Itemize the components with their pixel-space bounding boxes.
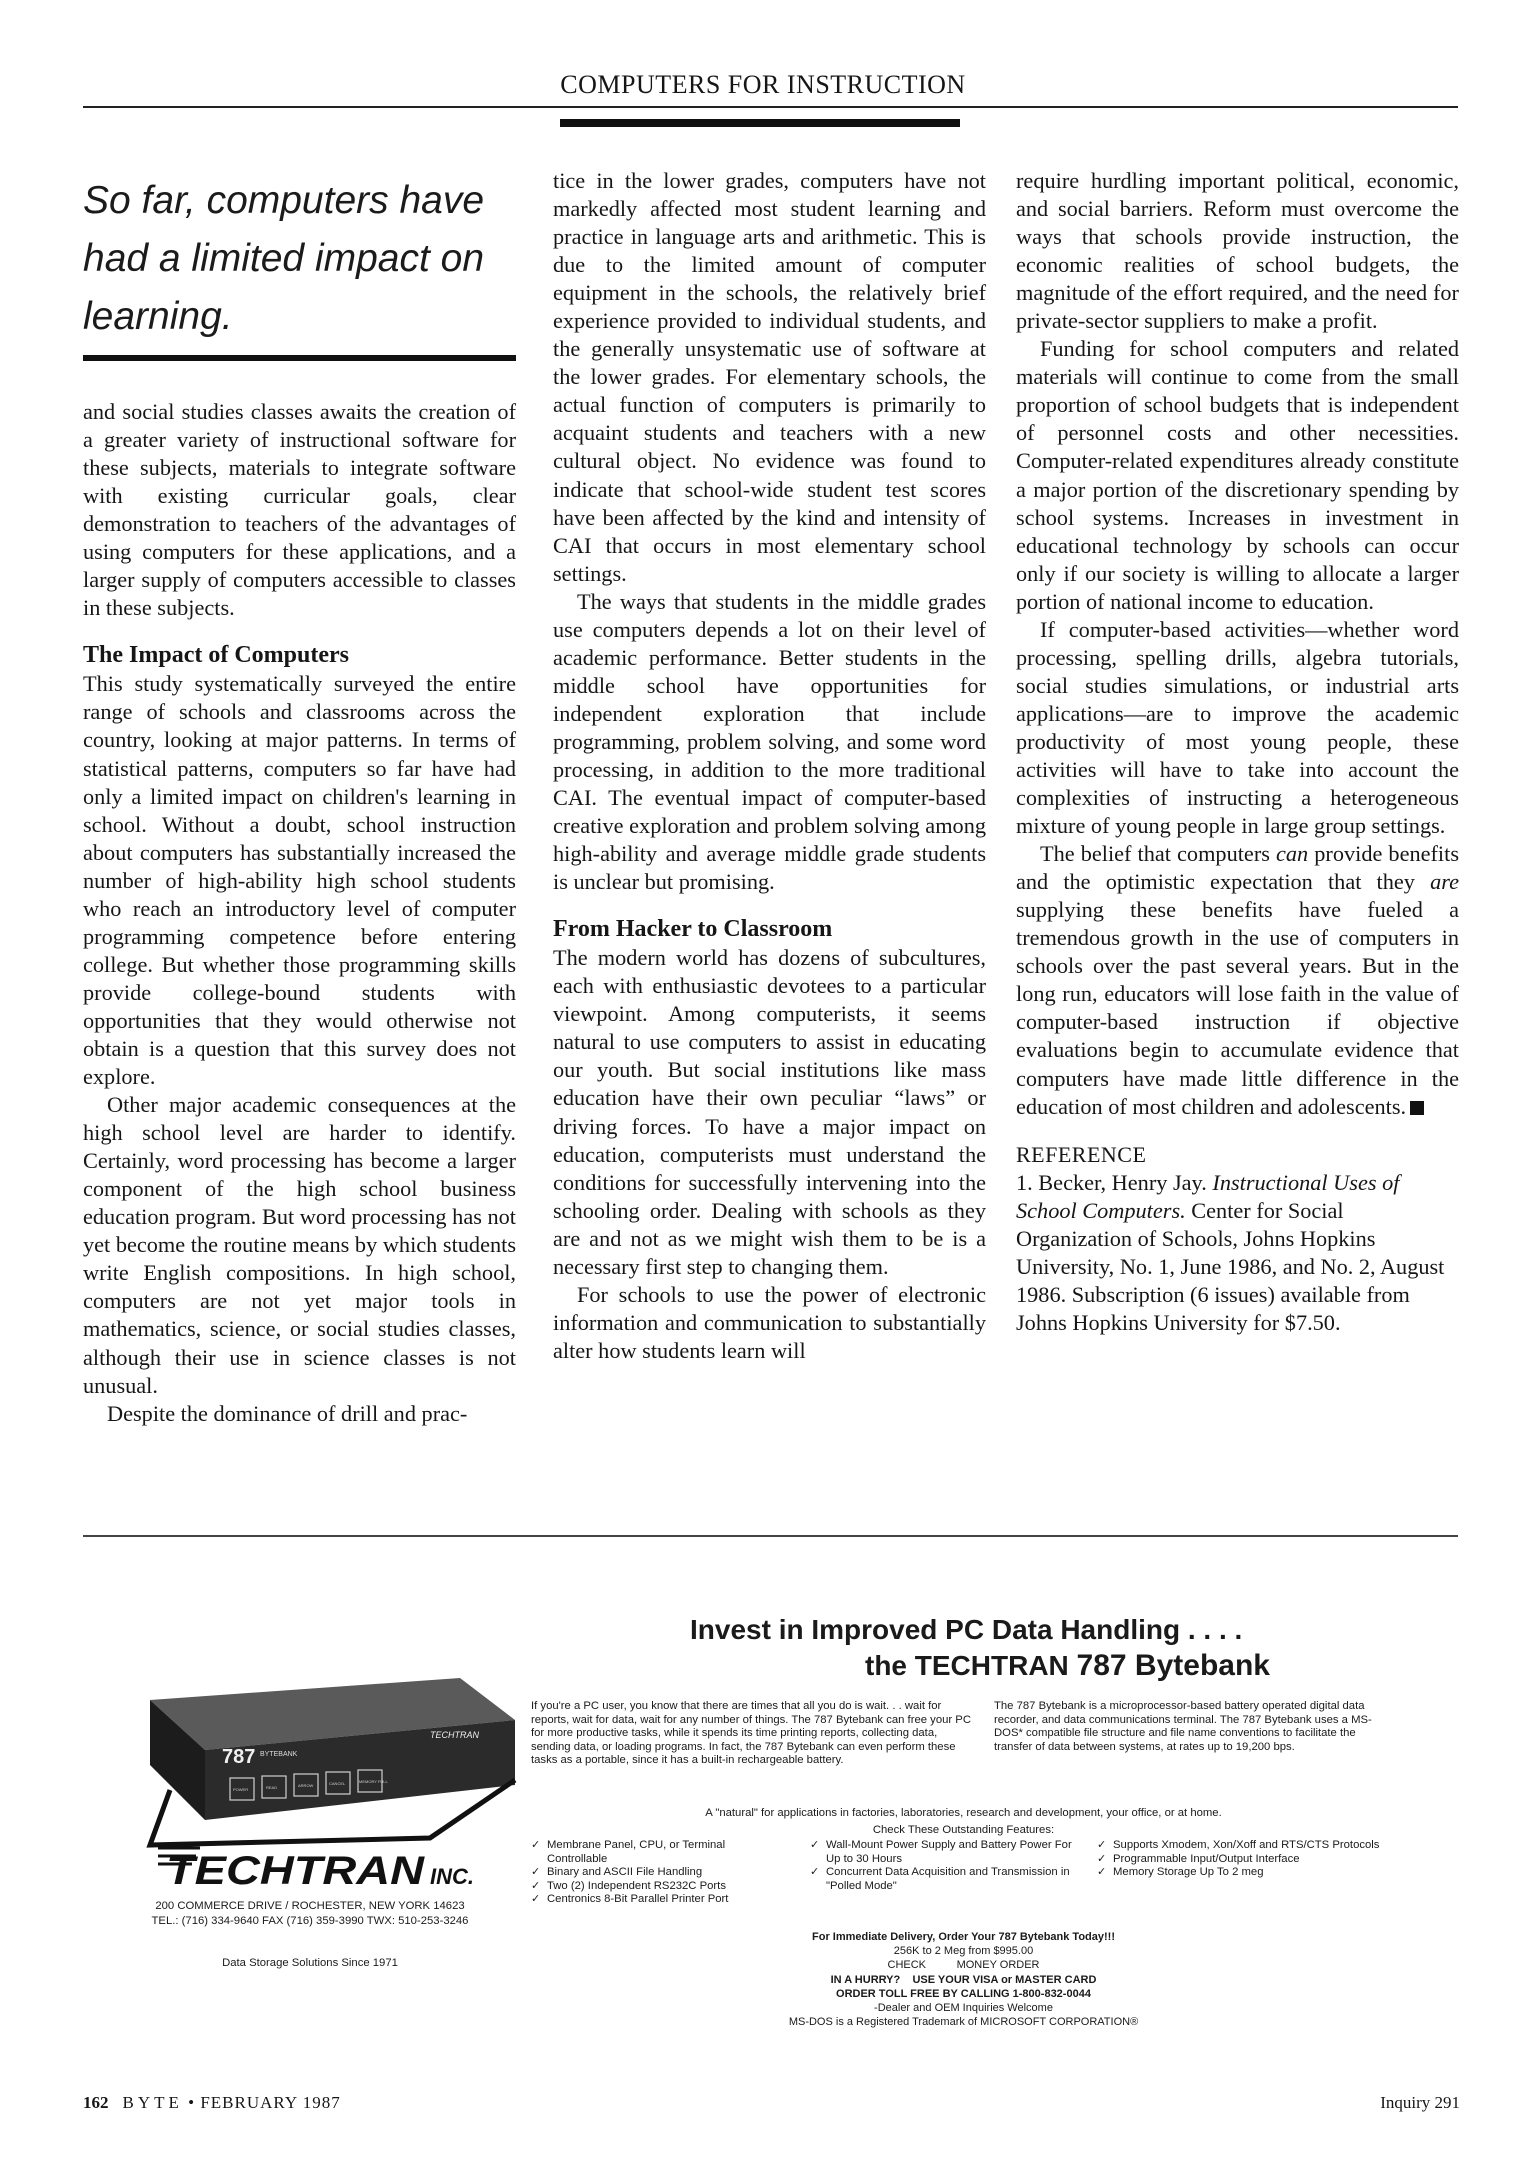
page-footer: [83, 2093, 341, 2113]
features-column-3: [1097, 1839, 1397, 1880]
feature-item: ✓ Membrane Panel, CPU, or Terminal Controllable: [531, 1839, 781, 1866]
section-title: COMPUTERS FOR INSTRUCTION: [560, 70, 966, 99]
reference-title: Instructional Uses of School Computers.: [1016, 1169, 1400, 1223]
end-mark: [1410, 1101, 1424, 1115]
text-run: the TECHTRAN: [865, 1650, 1077, 1681]
paragraph: The ways that students in the middle grades use computers depends a lot on their level of academic performance. Better students in the middle school have opportunities for independent exploration that include programming, problem solving, and some word processing, in addition to the more traditional CAI. The eventual impact of computer-based creative exploration and problem solving among high-ability and average middle grade students is unclear but promising.: [553, 588, 986, 895]
separator: •: [188, 2093, 196, 2112]
ad-separator: [83, 1535, 1458, 1537]
paragraph: Despite the dominance of drill and prac-: [107, 1400, 468, 1426]
paragraph: require hurdling important political, economic, and social barriers. Reform must overcome the ways that schools provide instruction, the economic realities of school budgets, the magnitude of the effort required, and the need for private-sector suppliers to make a profit.: [1016, 168, 1459, 334]
text-run: provide benefits and the optimistic expectation that they: [1016, 841, 1460, 895]
magazine-name: BYTE: [122, 2093, 183, 2112]
device-model: 787: [222, 1746, 256, 1768]
paragraph: This study systematically surveyed the entire range of schools and classrooms across the country, looking at major patterns. In terms of statistical patterns, computers so far have had only a limited impact on children's learning in school. Without a doubt, school instruction about computers has substantially increased the number of high-ability high school students who reach an introductory level of computer programming competence before entering college. But whether those programming skills provide college-bound students with opportunities that they would otherwise not obtain is a question that this survey does not explore.: [83, 671, 516, 1090]
header-bar: [560, 119, 960, 127]
page-number: 162: [83, 2093, 109, 2112]
order-line: For Immediate Delivery, Order Your 787 Bytebank Today!!!: [812, 1931, 1115, 1943]
text-run: 1. Becker, Henry Jay.: [1016, 1169, 1213, 1195]
paragraph: For schools to use the power of electronic information and communication to substantially alter how students learn will: [553, 1281, 986, 1363]
paragraph: Funding for school computers and related materials will continue to come from the small proportion of school budgets that is independent of personnel costs and other necessities. Computer-related expenditures already constitute a major portion of the discretionary spending by school systems. Increases in investment in educational technology by schools can occur only if our society is willing to allocate a larger portion of national income to education.: [1016, 336, 1459, 614]
heading-impact: The Impact of Computers: [83, 642, 349, 669]
feature-item: ✓ Two (2) Independent RS232C Ports: [531, 1880, 781, 1894]
order-info: [691, 1930, 1236, 2029]
order-line: CHECK MONEY ORDER: [887, 1959, 1040, 1972]
pull-quote-rule: [83, 355, 516, 361]
ad-copy-right: The 787 Bytebank is a microprocessor-based battery operated digital data recorder, and data communications terminal. The 787 Bytebank uses a MS-DOS* compatible file structure and file name conventions to facilitate the transfer of data between systems, at rates up to 19,200 bps.: [994, 1700, 1372, 1753]
key-label: POWER: [233, 1787, 249, 1792]
column-2: [553, 167, 986, 1365]
order-line: MS-DOS is a Registered Trademark of MICROSOFT CORPORATION®: [788, 2016, 1139, 2029]
order-line: ORDER TOLL FREE BY CALLING 1-800-832-0044: [836, 1987, 1091, 2000]
product-name: 787 Bytebank: [1076, 1649, 1270, 1682]
paragraph: tice in the lower grades, computers have not markedly affected most student learning and practice in language arts and arithmetic. This is due to the limited amount of computer equipment in the schools, the relatively brief experience provided to individual students, and the generally unsystematic use of software at the lower grades. For elementary schools, the actual function of computers is primarily to acquaint students and teachers with a new cultural object. No evidence was found to indicate that school-wide student test scores have been affected by the kind and intensity of CAI that occurs in most elementary school settings.: [553, 168, 986, 586]
feature-item: ✓ Binary and ASCII File Handling: [531, 1866, 781, 1880]
order-line: 256K to 2 Meg from $995.00: [893, 1945, 1034, 1958]
paragraph: [1016, 840, 1459, 1120]
logo-suffix: INC.: [430, 1864, 474, 1889]
ad-natural-line: A "natural" for applications in factories, laboratories, research and development, your office, or at home.: [705, 1807, 1222, 1819]
text-run: The belief that computers: [1040, 841, 1276, 867]
heading-hacker: From Hacker to Classroom: [553, 916, 833, 943]
paragraph: and social studies classes awaits the creation of a greater variety of instructional software for these subjects, materials to integrate software with existing curricular goals, clear demonstration to teachers of the advantages of using computers for these applications, and a larger supply of computers accessible to classes in these subjects.: [83, 399, 516, 621]
feature-item: ✓ Programmable Input/Output Interface: [1097, 1853, 1397, 1867]
reference: [1016, 1169, 1459, 1337]
address-line: TEL.: (716) 334-9640 FAX (716) 359-3990 TWX: 510-253-3246: [151, 1914, 469, 1927]
feature-item: ✓ Supports Xmodem, Xon/Xoff and RTS/CTS Protocols: [1097, 1839, 1397, 1853]
features-column-2: [810, 1839, 1080, 1893]
order-line: -Dealer and OEM Inquiries Welcome: [874, 2002, 1053, 2015]
key-label: MEMORY FULL: [359, 1779, 388, 1784]
paragraph: If computer-based activities—whether word processing, spelling drills, algebra tutorials, social studies simulations, or industrial arts applications—are to improve the academic productivity of most young people, these activities will have to take into account the complexities of instructing a heterogeneous mixture of young people in large group settings.: [1016, 616, 1459, 839]
feature-item: ✓ Concurrent Data Acquisition and Transmission in "Polled Mode": [810, 1866, 1080, 1893]
column-1: [83, 398, 516, 1428]
address-line: 200 COMMERCE DRIVE / ROCHESTER, NEW YORK 14623: [155, 1900, 465, 1912]
paragraph: Other major academic consequences at the high school level are harder to identify. Certainly, word processing has become a larger component of the high school business education program. But word processing has not yet become the routine means by which students write English compositions. In high school, computers are not yet major tools in mathematics, science, or social studies classes, although their use in science classes is not unusual.: [83, 1092, 516, 1398]
pull-quote: So far, computers have had a limited impact on learning.: [83, 179, 485, 338]
tagline: Data Storage Solutions Since 1971: [222, 1957, 398, 1969]
issue-date: FEBRUARY 1987: [200, 2093, 341, 2112]
emphasis: are: [1430, 869, 1459, 895]
features-column-1: [531, 1839, 781, 1907]
text-run: supplying these benefits have fueled a tremendous growth in the use of computers in schools over the past several years. But in the long run, educators will lose faith in the value of computer-based instruction if objective evaluations begin to accumulate evidence that computers have made little difference in the education of most children and adolescents.: [1016, 897, 1459, 1119]
company-address: [110, 1899, 510, 1928]
emphasis: can: [1275, 841, 1309, 867]
techtran-logo: [158, 1838, 478, 1890]
inquiry-number: Inquiry 291: [1380, 2093, 1460, 2112]
device-brand: TECHTRAN: [430, 1730, 479, 1740]
reference-heading: REFERENCE: [1016, 1141, 1147, 1167]
features-heading: Check These Outstanding Features:: [872, 1824, 1055, 1836]
ad-headline: Invest in Improved PC Data Handling . . . .: [690, 1614, 1243, 1645]
text-run: Center for Social Organization of Schools, Johns Hopkins University, No. 1, June 1986, and No. 2, August 1986. Subscription (6 issues) available from Johns Hopkins University for $7.50.: [1016, 1197, 1445, 1335]
order-line: IN A HURRY? USE YOUR VISA or MASTER CARD: [830, 1973, 1097, 1986]
ad-headline-2: [865, 1648, 1270, 1684]
feature-item: ✓ Wall-Mount Power Supply and Battery Power For Up to 30 Hours: [810, 1839, 1080, 1866]
logo-wordmark: TECHTRAN: [166, 1849, 426, 1890]
device-label: BYTEBANK: [260, 1751, 298, 1758]
feature-item: ✓ Centronics 8-Bit Parallel Printer Port: [531, 1893, 781, 1907]
bytebank-device-illustration: [110, 1660, 530, 1850]
key-label: CANCEL: [329, 1781, 346, 1786]
feature-item: ✓ Memory Storage Up To 2 meg: [1097, 1866, 1397, 1880]
ad-copy-left: If you're a PC user, you know that there are times that all you do is wait. . . wait for reports, wait for data, wait for any number of things. The 787 Bytebank can free your PC for more productive tasks, while it spends its time printing reports, collecting data, sending data, or loading programs. In fact, the 787 Bytebank can even perform these tasks as a portable, since it has a built-in rechargeable battery.: [531, 1700, 971, 1766]
key-label: READ: [266, 1785, 278, 1790]
key-label: ARROW: [298, 1783, 314, 1788]
column-3: [1016, 167, 1459, 1337]
header-rule: [83, 106, 1458, 108]
paragraph: The modern world has dozens of subcultures, each with enthusiastic devotees to a particular viewpoint. Among computerists, it seems natural to use computers to assist in educating our youth. But social institutions like mass education have their own peculiar “laws” or driving forces. To have a major impact on education, computerists must understand the conditions for successfully intervening into the schooling order. Dealing with schools as they are and not as we might wish them to be is a necessary first step to changing them.: [553, 945, 986, 1279]
